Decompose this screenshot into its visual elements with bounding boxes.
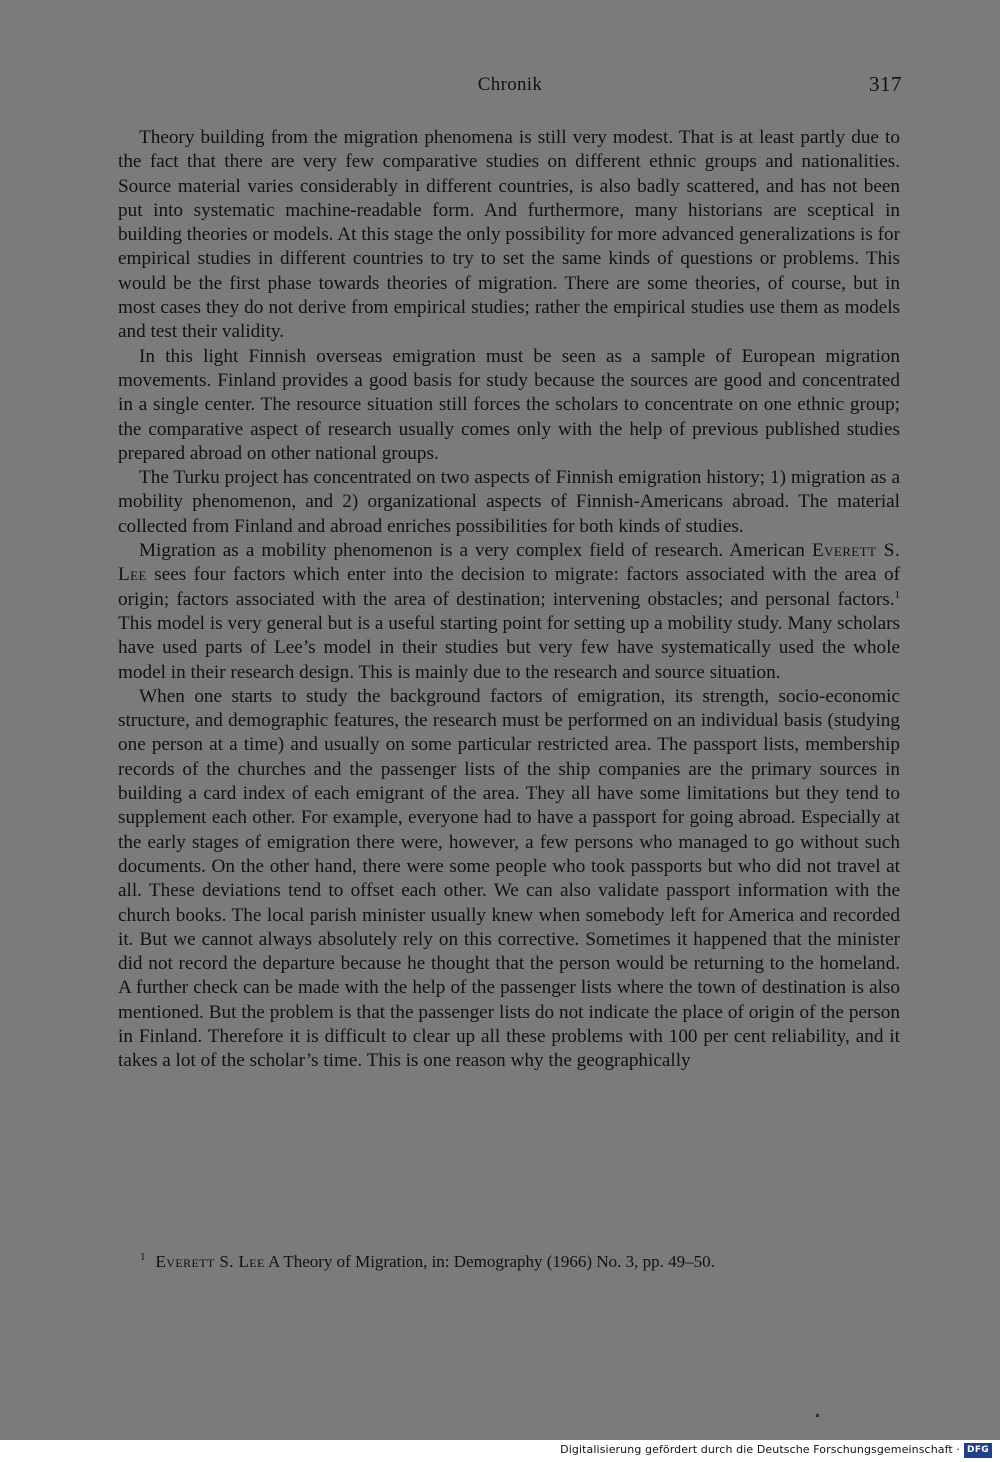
running-head	[118, 74, 902, 102]
digitization-footer	[0, 1440, 1000, 1462]
funding-credit: Digitalisierung gefördert durch die Deutsche Forschungsgemeinschaft ·	[560, 1443, 960, 1456]
paragraph-5: When one starts to study the background factors of emigration, its strength, socio-economic structure, and demographic features, the research must be performed on an individual basis (studying one person at a time) and usually on some particular restricted area. The passport lists, membership records of the churches and the passenger lists of the ship companies are the primary sources in building a card index of each emigrant of the area. They all have some limitations but they tend to supplement each other. For example, everyone had to have a passport for going abroad. Especially at the early stages of emigration there were, however, a few persons who managed to go without such documents. On the other hand, there were some people who took passports but who did not travel at all. These deviations tend to offset each other. We can also validate passport information with the church books. The local parish minister usually knew when somebody left for America and recorded it. But we cannot always absolutely rely on this corrective. Sometimes it happened that the minister did not record the departure because he thought that the person would be returning to the homeland. A further check can be made with the help of the passenger lists where the town of destination is also mentioned. But the problem is that the passenger lists do not indicate the place of origin of the person in Finland. Therefore it is difficult to clear up all these problems with 100 per cent reliability, and it takes a lot of the scholar’s time. This is one reason why the geographically	[118, 685, 900, 1072]
body-text	[118, 126, 900, 1074]
paragraph-4-text-b: sees four factors which enter into the decision to migrate: factors associated with the area of origin; factors associated with the area of destination; intervening obstacles; and personal factors.	[118, 564, 900, 610]
running-title: Chronik	[477, 74, 543, 95]
scan-speck	[816, 1414, 819, 1417]
dfg-logo: DFG	[964, 1443, 992, 1458]
paragraph-4-text-a: Migration as a mobility phenomenon is a very complex field of research. American	[139, 540, 805, 562]
footnote-author: Everett S. Lee	[155, 1252, 265, 1271]
footnote-marker: 1	[140, 1251, 146, 1263]
paragraph-4	[118, 539, 900, 685]
paragraph-2: In this light Finnish overseas emigration must be seen as a sample of European migration movements. Finland provides a good basis for study because the sources are good and concentrated in a single center. The resource situation still forces the scholars to concentrate on one ethnic group; the comparative aspect of research usually comes only with the help of previous published studies prepared abroad on other national groups.	[118, 345, 900, 464]
cited-author-name: Everett S. Lee	[118, 540, 901, 586]
footnote-text: A Theory of Migration, in: Demography (1966) No. 3, pp. 49–50.	[268, 1252, 715, 1271]
footnote	[140, 1246, 900, 1273]
paragraph-1: Theory building from the migration phenomena is still very modest. That is at least partly due to the fact that there are very few comparative studies on different ethnic groups and nationalities. Source material varies considerably in different countries, is also badly scattered, and has not been put into systematic machine-readable form. And furthermore, many historians are sceptical in building theories or models. At this stage the only possibility for more advanced generalizations is for empirical studies in different countries to try to set the same kinds of questions or problems. This would be the first phase towards theories of migration. There are some theories, of course, but in most cases they do not derive from empirical studies; rather the empirical studies use them as models and test their validity.	[118, 127, 900, 343]
footnote-reference: 1	[894, 588, 900, 601]
page-number: 317	[869, 72, 902, 96]
paragraph-3: The Turku project has concentrated on two aspects of Finnish emigration history; 1) migration as a mobility phenomenon, and 2) organizational aspects of Finnish-Americans abroad. The material collected from Finland and abroad enriches possibilities for both kinds of studies.	[118, 467, 900, 537]
paragraph-4-text-c: This model is very general but is a useful starting point for setting up a mobility study. Many scholars have used parts of Lee’s model in their studies but very few have systematically used the whole model in their research design. This is mainly due to the research and source situation.	[118, 612, 900, 683]
